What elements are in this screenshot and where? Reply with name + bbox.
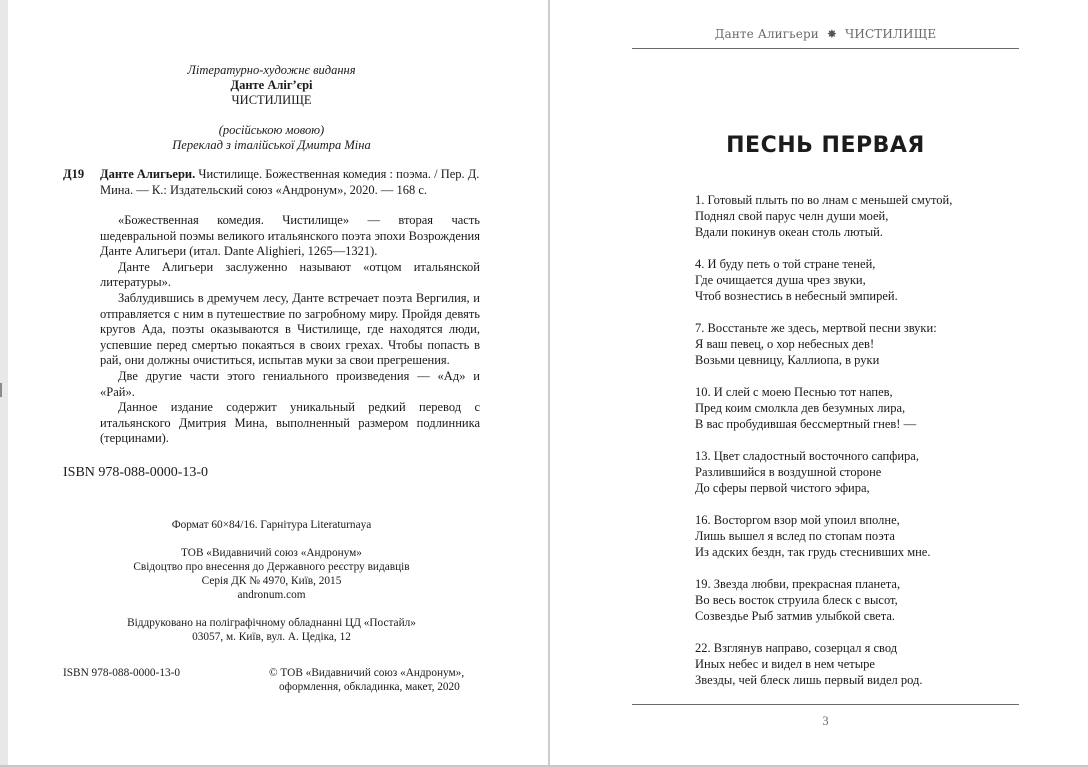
imprint-header — [63, 63, 480, 153]
verse-line: Звезды, чей блеск лишь первый видел род. — [695, 673, 923, 687]
left-page-imprint — [8, 0, 548, 765]
series-line: Серія ДК № 4970, Київ, 2015 — [201, 575, 342, 587]
translation-note: Переклад з італійської Дмитра Міна — [172, 138, 371, 152]
catalog-code: Д19 — [63, 167, 85, 181]
tercet — [695, 512, 952, 560]
catalog-entry — [63, 166, 480, 198]
star-ornament-icon: ✸ — [826, 27, 838, 41]
verse-line: Иных небес и видел в нем четыре — [695, 657, 875, 671]
verse-line: Пред коим смолкла дев безумных лира, — [695, 401, 906, 415]
verse-line: Возьми цевницу, Каллиопа, в руки — [695, 353, 880, 367]
catalog-entry-text: Чистилище. Божественная комедия : поэма. / Пер. Д. Мина. — К.: Издательский союз «Андронум», 2020. — 168 с. — [100, 167, 480, 197]
verse-line: Во весь восток струила блеск с высот, — [695, 593, 898, 607]
verse-line: Поднял свой парус челн души моей, — [695, 209, 889, 223]
footer-isbn: ISBN 978-088-0000-13-0 — [63, 667, 181, 679]
footer-copyright — [269, 666, 464, 694]
tercet — [695, 640, 952, 688]
page-number: 3 — [822, 714, 829, 728]
tercet — [695, 576, 952, 624]
website-line: andronum.com — [237, 589, 306, 601]
verse-line: Из адских бездн, так грудь стеснивших мне. — [695, 545, 931, 559]
header-rule — [632, 48, 1019, 49]
verses — [695, 192, 952, 704]
publisher-line: ТОВ «Видавничий союз «Андронум» — [181, 547, 362, 559]
annotation-paragraph: «Божественная комедия. Чистилище» — вторая часть шедевральной поэмы великого итальянского поэта эпохи Возрождения Данте Алигьери (итал. Dante Alighieri, 1265—1321). — [100, 213, 480, 259]
edition-genre: Літературно-художнє видання — [187, 63, 356, 77]
catalog-author: Данте Алигьери. — [100, 167, 196, 181]
verse-line: 19. Звезда любви, прекрасная планета, — [695, 577, 901, 591]
tercet — [695, 256, 952, 304]
canto-title: ПЕСНЬ ПЕРВАЯ — [726, 133, 925, 158]
running-head-title: ЧИСТИЛИЩЕ — [845, 27, 937, 41]
footer-rule — [632, 704, 1019, 705]
verse-line: Созвездье Рыб затмив улыбкой света. — [695, 609, 895, 623]
page-edge-marker — [0, 383, 2, 397]
certificate-line: Свідоцтво про внесення до Державного реєстру видавців — [133, 561, 410, 573]
verse-line: 10. И слей с моею Песнью тот напев, — [695, 385, 893, 399]
verse-line: 22. Взглянув направо, созерцал я свод — [695, 641, 898, 655]
tercet — [695, 448, 952, 496]
verse-line: 16. Восторгом взор мой упоил вполне, — [695, 513, 900, 527]
verse-line: Разлившийся в воздушной стороне — [695, 465, 882, 479]
isbn-main: ISBN 978-088-0000-13-0 — [63, 465, 209, 480]
tercet — [695, 384, 952, 432]
annotation-paragraph: Две другие части этого гениального произведения — «Ад» и «Рай». — [100, 368, 480, 399]
language-note: (російською мовою) — [218, 123, 325, 137]
right-page-text — [550, 0, 1088, 765]
verse-line: Вдали покинув океан столь лютый. — [695, 225, 883, 239]
bibliographic-description — [100, 166, 480, 198]
annotation — [100, 213, 480, 447]
verse-line: 1. Готовый плыть по во лнам с меньшей смутой, — [695, 193, 953, 207]
tercet — [695, 192, 952, 240]
verse-line: 4. И буду петь о той стране теней, — [695, 257, 876, 271]
verse-line: Лишь вышел я вслед по стопам поэта — [695, 529, 895, 543]
book-title: ЧИСТИЛИЩЕ — [231, 93, 312, 107]
running-head-author: Данте Алигьери — [714, 27, 819, 41]
verse-line: До сферы первой чистого эфира, — [695, 481, 870, 495]
author-name: Данте Аліг’єрі — [230, 78, 313, 92]
annotation-paragraph: Данте Алигьери заслуженно называют «отцом итальянской литературы». — [100, 259, 480, 290]
verse-line: Я ваш певец, о хор небесных дев! — [695, 337, 875, 351]
annotation-paragraph: Данное издание содержит уникальный редкий перевод с итальянского Дмитрия Мина, выполненный размером подлинника (терцинами). — [100, 400, 480, 446]
verse-line: 7. Восстаньте же здесь, мертвой песни звуки: — [695, 321, 937, 335]
verse-line: В вас пробудившая бессмертный гнев! — — [695, 417, 917, 431]
running-head — [632, 27, 1019, 41]
address-line: 03057, м. Київ, вул. А. Цедіка, 12 — [192, 631, 351, 643]
verse-line: Чтоб вознестись в небесный эмпирей. — [695, 289, 898, 303]
annotation-paragraph: Заблудившись в дремучем лесу, Данте встречает поэта Вергилия, и отправляется с ним в путешествие по загробному миру. Пройдя девять кругов Ада, поэты оказываются в Чистилище, где находятся люди, успевшие перед смертью покаяться в своих грехах. Чтобы попасть в рай, они должны очиститься, испытав муки за свои прегрешения. — [100, 290, 480, 368]
verse-line: 13. Цвет сладостный восточного сапфира, — [695, 449, 919, 463]
printer-line: Віддруковано на поліграфічному обладнанні ЦД «Постайл» — [127, 617, 416, 629]
tercet — [695, 320, 952, 368]
technical-info — [63, 518, 480, 644]
copyright-line-1: © ТОВ «Видавничий союз «Андронум», — [269, 667, 465, 679]
format-line: Формат 60×84/16. Гарнітура Literaturnaya — [171, 519, 372, 531]
copyright-line-2: оформлення, обкладинка, макет, 2020 — [279, 681, 460, 693]
verse-line: Где очищается душа чрез звуки, — [695, 273, 866, 287]
